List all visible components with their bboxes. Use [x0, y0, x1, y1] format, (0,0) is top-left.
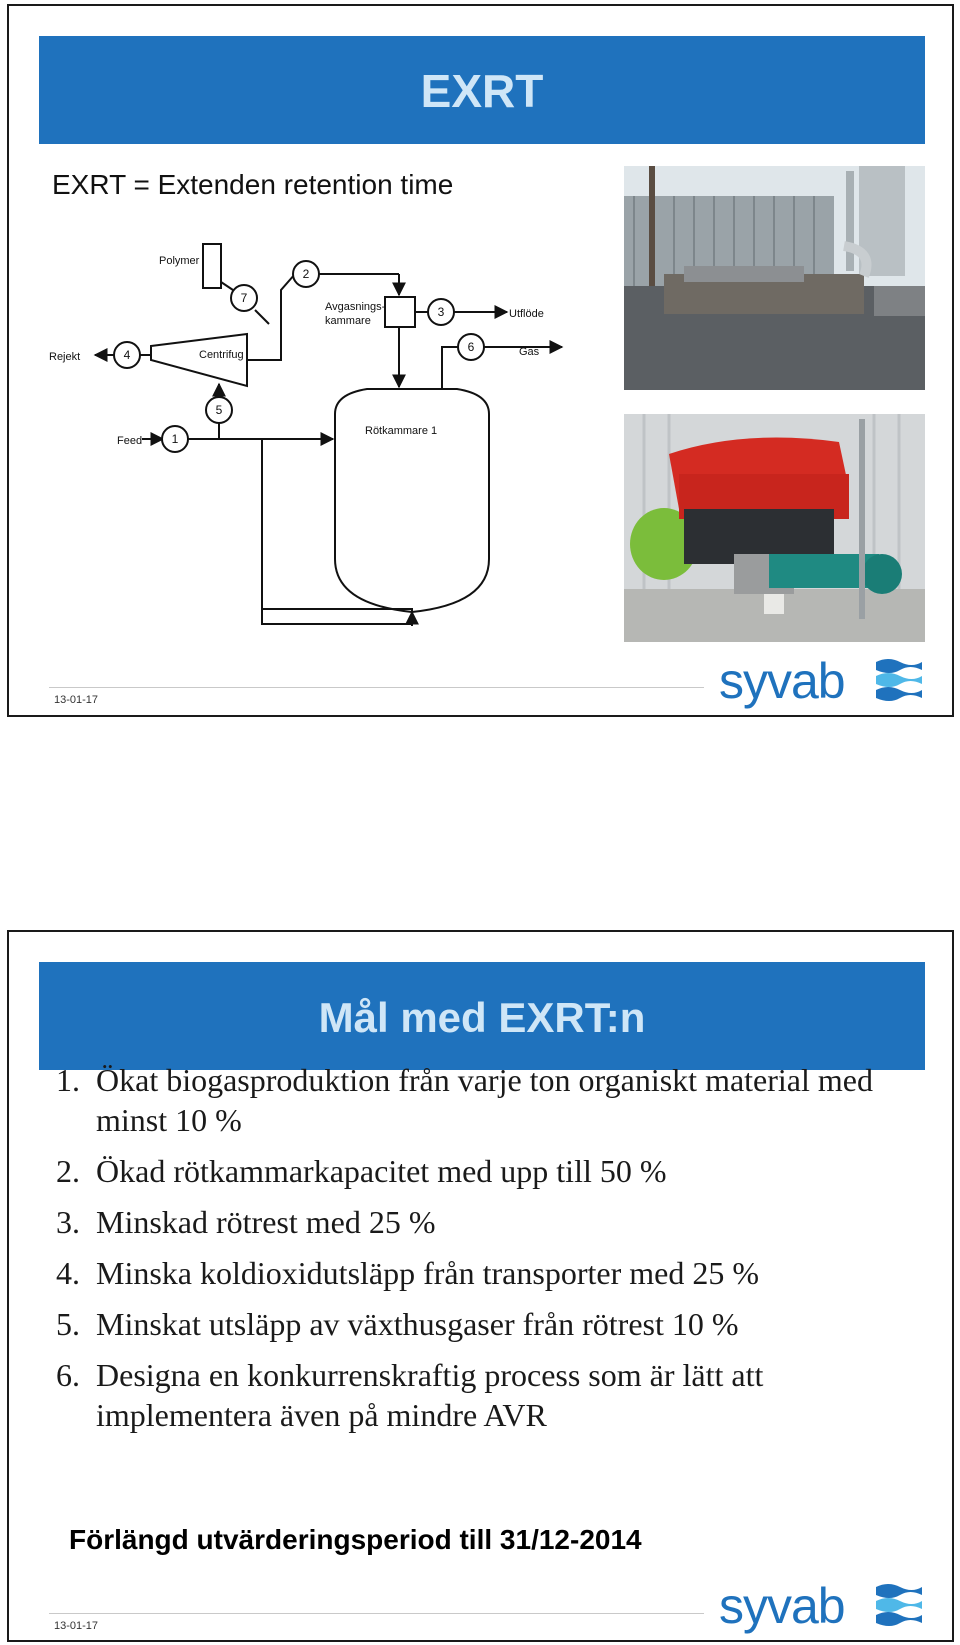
- node-2-label: 2: [302, 267, 310, 281]
- goal-item: [56, 1355, 916, 1435]
- goals-list: [56, 1060, 916, 1446]
- goal-text: Ökat biogasproduktion från varje ton organiskt material med minst 10 %: [96, 1062, 873, 1138]
- slide-goals: [7, 930, 954, 1642]
- digester-tank: [335, 389, 489, 612]
- label-centrifug: Centrifug: [199, 349, 244, 361]
- goal-number: 5.: [56, 1306, 80, 1342]
- goal-number: 2.: [56, 1153, 80, 1189]
- goal-item: [56, 1253, 916, 1293]
- node-7-label: 7: [240, 291, 248, 305]
- slide-exrt: [7, 4, 954, 717]
- goal-text: Minskat utsläpp av växthusgaser från rötrest 10 %: [96, 1306, 739, 1342]
- slide-title: Mål med EXRT:n: [318, 994, 646, 1041]
- goal-item: [56, 1202, 916, 1242]
- goal-number: 6.: [56, 1357, 80, 1393]
- photo-outdoor-site: [624, 166, 925, 390]
- logo-wordmark: syvab: [719, 653, 845, 709]
- goal-text: Minskad rötrest med 25 %: [96, 1204, 436, 1240]
- goal-item: [56, 1060, 916, 1140]
- slide-subtitle: EXRT = Extenden retention time: [52, 169, 454, 200]
- goal-number: 1.: [56, 1062, 80, 1098]
- title-bar: [39, 36, 925, 144]
- syvab-logo: [719, 650, 924, 714]
- logo-wordmark: syvab: [719, 1578, 845, 1634]
- node-1-label: 1: [171, 432, 179, 446]
- slide-title: EXRT: [420, 65, 544, 117]
- photo-centrifuge-machine: [624, 414, 925, 642]
- label-polymer: Polymer: [159, 255, 200, 267]
- node-3-label: 3: [437, 305, 445, 319]
- goal-item: [56, 1151, 916, 1191]
- goal-item: [56, 1304, 916, 1344]
- syvab-logo: [719, 1575, 924, 1639]
- goal-number: 3.: [56, 1204, 80, 1240]
- label-gas: Gas: [519, 346, 540, 358]
- process-diagram: [37, 234, 597, 654]
- footer-divider: [49, 687, 704, 688]
- label-rejekt: Rejekt: [49, 351, 81, 363]
- logo-waves-icon: [874, 1581, 924, 1629]
- label-avgasning-2: kammare: [325, 315, 371, 327]
- footer-date: 13-01-17: [54, 694, 99, 706]
- node-5-label: 5: [215, 403, 223, 417]
- title-bar: [39, 962, 925, 1070]
- degassing-chamber: [385, 297, 415, 327]
- evaluation-period-note: Förlängd utvärderingsperiod till 31/12-2014: [69, 1524, 642, 1555]
- node-6-label: 6: [467, 340, 475, 354]
- goal-text: Ökad rötkammarkapacitet med upp till 50 %: [96, 1153, 667, 1189]
- logo-waves-icon: [874, 656, 924, 704]
- goal-number: 4.: [56, 1255, 80, 1291]
- goal-text: Minska koldioxidutsläpp från transporter med 25 %: [96, 1255, 759, 1291]
- label-rotkammare: Rötkammare 1: [365, 425, 438, 437]
- polymer-tank: [203, 244, 221, 288]
- footer-date: 13-01-17: [54, 1620, 99, 1632]
- label-utflode: Utflöde: [509, 308, 544, 320]
- label-avgasning-1: Avgasnings-: [325, 301, 386, 313]
- label-feed: Feed: [117, 435, 143, 447]
- goal-text: Designa en konkurrenskraftig process som är lätt att implementera även på mindre AVR: [96, 1357, 764, 1433]
- footer-divider: [49, 1613, 704, 1614]
- node-4-label: 4: [123, 348, 131, 362]
